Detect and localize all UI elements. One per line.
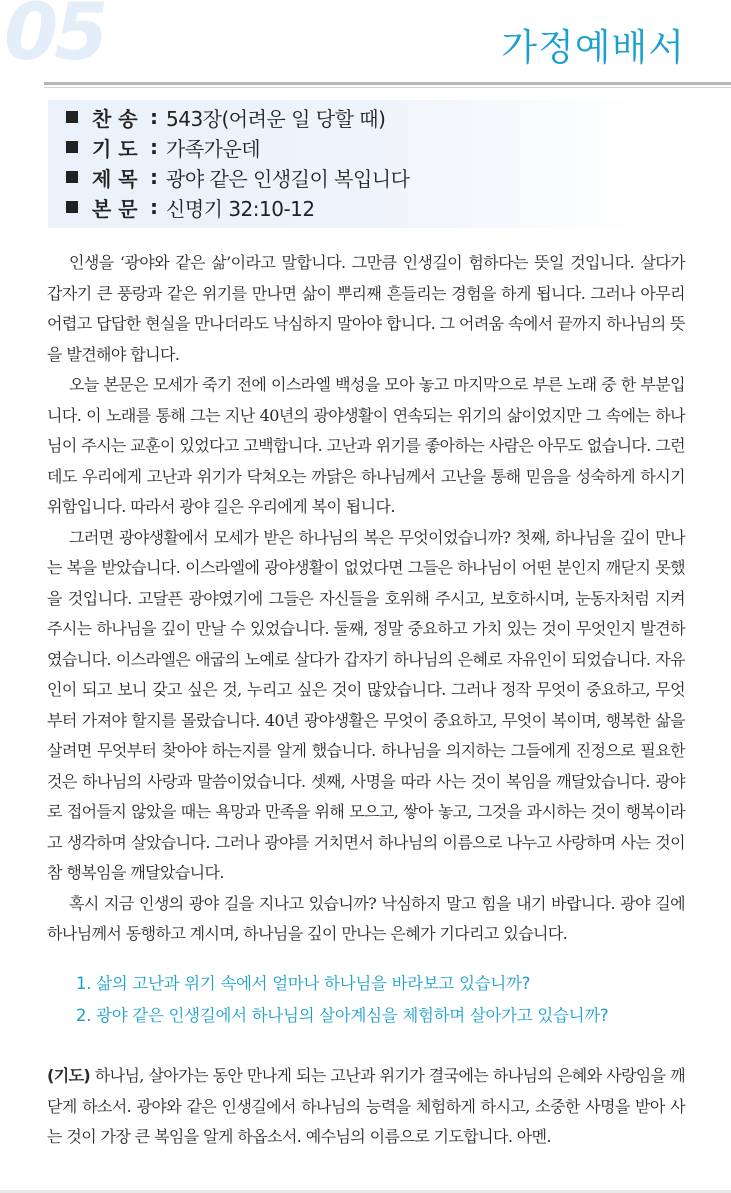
info-row-title xyxy=(66,163,409,191)
info-colon: : xyxy=(150,195,158,219)
header-divider xyxy=(44,82,731,85)
bullet-square-icon xyxy=(66,201,78,213)
reflection-question: 2. 광야 같은 인생길에서 하나님의 살아계심을 체험하며 살아가고 있습니까? xyxy=(76,1006,609,1025)
prayer-label: (기도) xyxy=(47,1066,91,1085)
reflection-question: 1. 삶의 고난과 위기 속에서 얼마나 하나님을 바라보고 있습니까? xyxy=(76,974,531,993)
sermon-paragraph: 인생을 ‘광야와 같은 삶’이라고 말합니다. 그만큼 인생길이 험하다는 뜻일 것입니다. 살다가 갑자기 큰 풍랑과 같은 위기를 만나면 삶이 뿌리째 흔들리는 경험을 하게 됩니다. 그러나 아무리 어렵고 답답한 현실을 만나더라도 낙심하지 말아야 합니다. 그 어려움 속에서 끝까지 하나님의 뜻을 발견해야 합니다. xyxy=(47,253,685,364)
sermon-paragraph: 오늘 본문은 모세가 죽기 전에 이스라엘 백성을 모아 놓고 마지막으로 부른 노래 중 한 부분입니다. 이 노래를 통해 그는 지난 40년의 광야생활이 연속되는 위기의 삶이었지만 그 속에는 하나님이 주시는 교훈이 있었다고 고백합니다. 고난과 위기를 좋아하는 사람은 아무도 없습니다. 그런데도 우리에게 고난과 위기가 닥쳐오는 까닭은 하나님께서 고난을 통해 믿음을 성숙하게 하시기 위함입니다. 따라서 광야 길은 우리에게 복이 됩니다. xyxy=(47,375,685,516)
info-value: 신명기 32:10-12 xyxy=(166,196,315,221)
bullet-square-icon xyxy=(66,111,78,123)
closing-prayer xyxy=(47,1061,685,1153)
sermon-body xyxy=(47,248,685,950)
info-label: 제 목 xyxy=(92,166,138,191)
info-colon: : xyxy=(150,105,158,129)
header-divider-thin xyxy=(44,87,731,88)
prayer-text: 하나님, 살아가는 동안 만나게 되는 고난과 위기가 결국에는 하나님의 은혜와 사랑임을 깨닫게 하소서. 광야와 같은 인생길에서 하나님의 능력을 체험하게 하시고, 소중한 사명을 받아 사는 것이 가장 큰 복임을 알게 하옵소서. 예수님의 이름으로 기도합니다. 아멘. xyxy=(47,1066,685,1146)
info-row-scripture xyxy=(66,193,315,221)
info-label: 본 문 xyxy=(92,196,138,221)
info-label: 기 도 xyxy=(92,136,138,161)
info-row-prayer xyxy=(66,133,260,161)
info-colon: : xyxy=(150,165,158,189)
info-colon: : xyxy=(150,135,158,159)
info-value: 광야 같은 인생길이 복입니다 xyxy=(166,166,410,191)
sermon-paragraph: 그러면 광야생활에서 모세가 받은 하나님의 복은 무엇이었습니까? 첫째, 하나님을 깊이 만나는 복을 받았습니다. 이스라엘에 광야생활이 없었다면 그들은 하나님이 어떤 분인지 깨닫지 못했을 것입니다. 고달픈 광야였기에 그들은 자신들을 호위해 주시고, 보호하시며, 눈동자처럼 지켜 주시는 하나님을 깊이 만날 수 있었습니다. 둘째, 정말 중요하고 가치 있는 것이 무엇인지 발견하였습니다. 이스라엘은 애굽의 노예로 살다가 갑자기 하나님의 은혜로 자유인이 되었습니다. 자유인이 되고 보니 갖고 싶은 것, 누리고 싶은 것이 많았습니다. 그러나 정작 무엇이 중요하고, 무엇부터 가져야 할지를 몰랐습니다. 40년 광야생활은 무엇이 중요하고, 무엇이 복이며, 행복한 삶을 살려면 무엇부터 찾아야 하는지를 알게 했습니다. 하나님을 의지하는 그들에게 진정으로 필요한 것은 하나님의 사랑과 말씀이었습니다. 셋째, 사명을 따라 사는 것이 복임을 깨달았습니다. 광야로 접어들지 않았을 때는 욕망과 만족을 위해 모으고, 쌓아 놓고, 그것을 과시하는 것이 행복이라고 생각하며 살았습니다. 그러나 광야를 거치면서 하나님의 이름으로 나누고 사랑하며 사는 것이 참 행복임을 깨달았습니다. xyxy=(47,527,685,882)
sermon-paragraph: 혹시 지금 인생의 광야 길을 지나고 있습니까? 낙심하지 말고 힘을 내기 바랍니다. 광야 길에 하나님께서 동행하고 계시며, 하나님을 깊이 만나는 은혜가 기다리고 있습니다. xyxy=(47,893,685,943)
info-box xyxy=(48,100,635,228)
info-row-hymn xyxy=(66,103,385,131)
info-value: 543장(어려운 일 당할 때) xyxy=(166,106,386,131)
info-value: 가족가운데 xyxy=(166,136,261,161)
info-label: 찬 송 xyxy=(92,106,138,131)
page-number: 05 xyxy=(4,0,105,78)
page-title: 가정예배서 xyxy=(501,26,685,69)
bullet-square-icon xyxy=(66,141,78,153)
bullet-square-icon xyxy=(66,171,78,183)
